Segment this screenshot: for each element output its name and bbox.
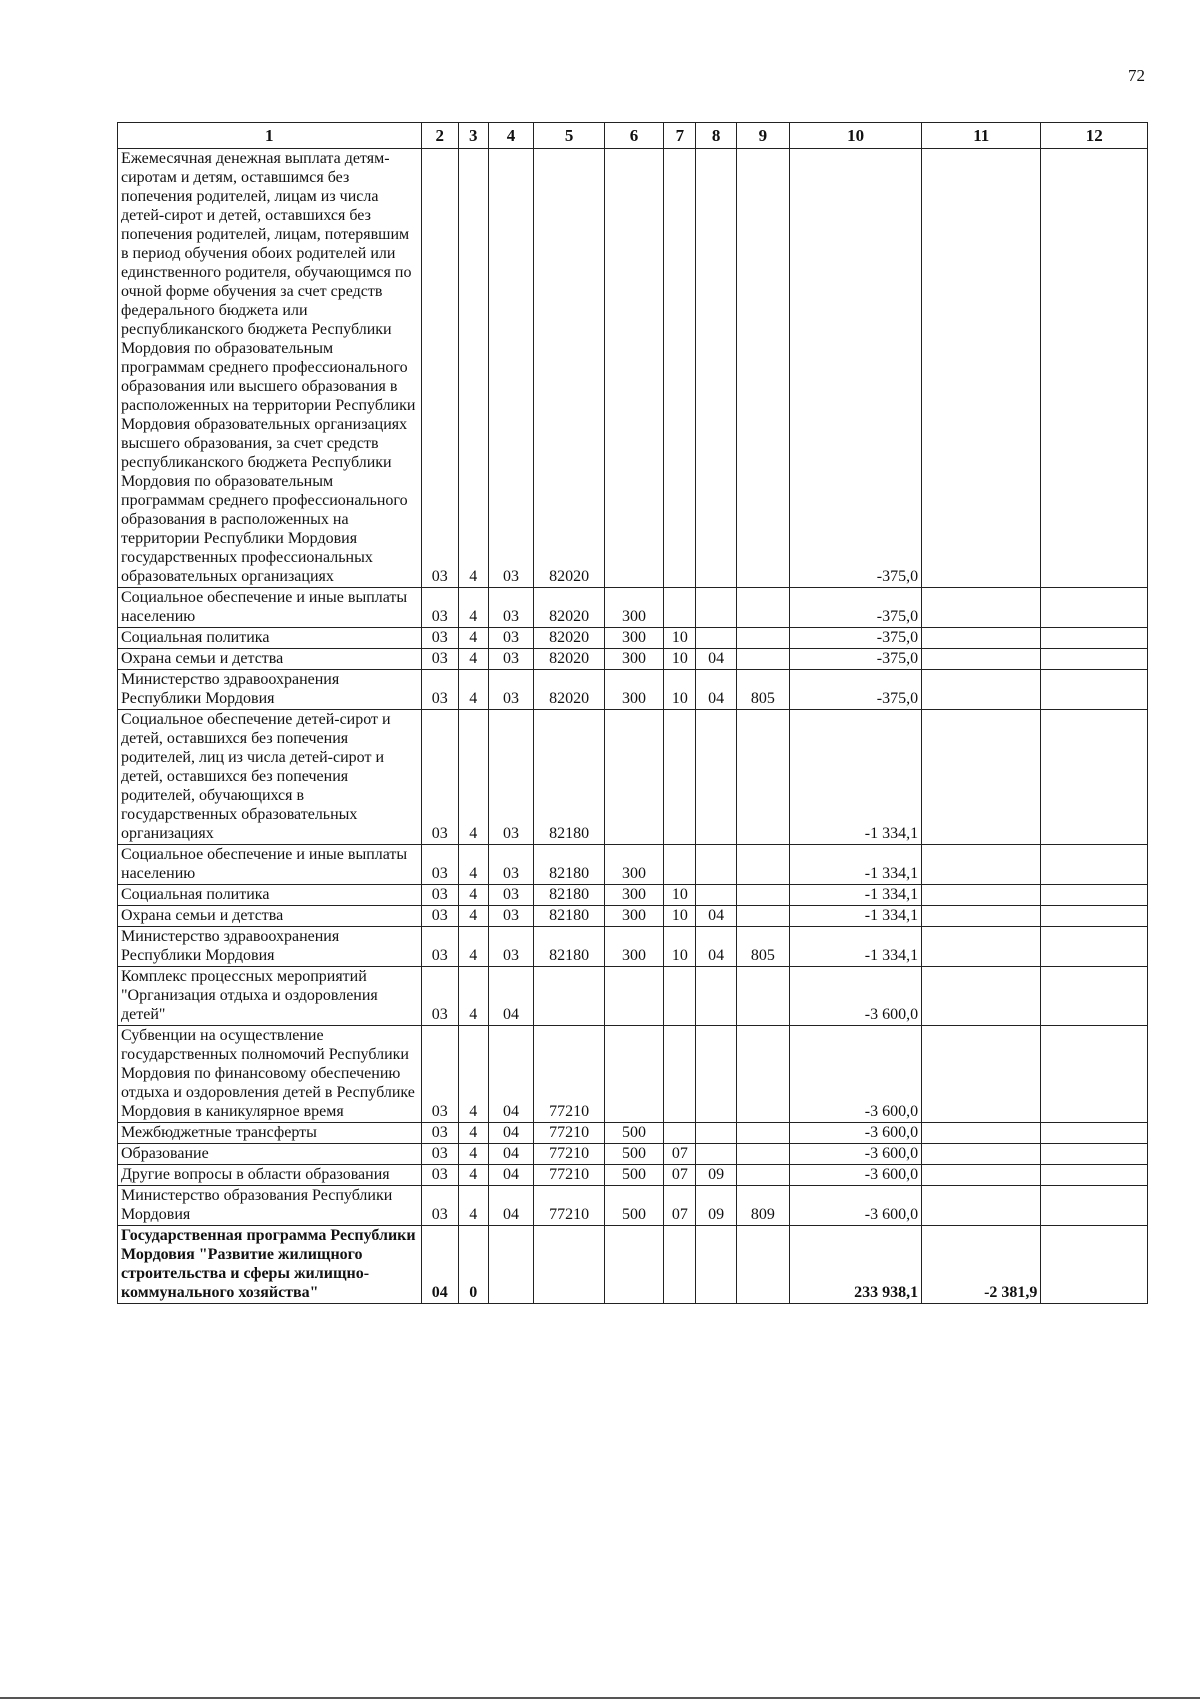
header-cell: 1 (118, 123, 422, 149)
row-description: Министерство здравоохранения Республики Мордовия (118, 927, 422, 967)
row-cell-11 (922, 628, 1041, 649)
row-cell-11 (922, 670, 1041, 710)
row-cell-6 (604, 710, 664, 845)
row-cell-6: 300 (604, 906, 664, 927)
row-cell-9 (736, 885, 789, 906)
row-description: Охрана семьи и детства (118, 649, 422, 670)
row-cell-6: 500 (604, 1186, 664, 1226)
row-cell-12 (1041, 649, 1148, 670)
row-cell-8 (696, 1226, 736, 1304)
table-row (118, 1186, 1148, 1226)
row-cell-9 (736, 845, 789, 885)
budget-table (117, 122, 1148, 1304)
row-cell-9 (736, 1123, 789, 1144)
table-row (118, 588, 1148, 628)
row-cell-3: 4 (458, 649, 488, 670)
row-cell-10: -1 334,1 (790, 845, 922, 885)
row-cell-10: -1 334,1 (790, 906, 922, 927)
row-cell-9: 805 (736, 927, 789, 967)
row-cell-8: 04 (696, 927, 736, 967)
row-cell-11 (922, 1186, 1041, 1226)
row-cell-11 (922, 588, 1041, 628)
row-cell-9 (736, 1165, 789, 1186)
row-cell-7: 10 (664, 649, 696, 670)
row-cell-12 (1041, 927, 1148, 967)
row-description: Субвенции на осуществление государственных полномочий Республики Мордовия по финансовому обеспечению отдыха и оздоровления детей в Республике Мордовия в каникулярное время (118, 1026, 422, 1123)
header-cell: 3 (458, 123, 488, 149)
row-cell-8 (696, 967, 736, 1026)
row-cell-4: 04 (488, 967, 534, 1026)
row-cell-9 (736, 1026, 789, 1123)
header-cell: 6 (604, 123, 664, 149)
header-row (118, 123, 1148, 149)
row-cell-2: 03 (421, 1026, 458, 1123)
row-cell-4: 04 (488, 1026, 534, 1123)
header-cell: 4 (488, 123, 534, 149)
row-cell-4: 03 (488, 710, 534, 845)
row-cell-4: 04 (488, 1165, 534, 1186)
row-cell-9 (736, 1226, 789, 1304)
row-cell-4: 04 (488, 1144, 534, 1165)
row-cell-7 (664, 1123, 696, 1144)
row-cell-2: 03 (421, 588, 458, 628)
row-cell-11 (922, 927, 1041, 967)
table-row (118, 1165, 1148, 1186)
row-cell-11 (922, 649, 1041, 670)
row-cell-3: 4 (458, 1165, 488, 1186)
row-cell-6: 300 (604, 649, 664, 670)
header-cell: 11 (922, 123, 1041, 149)
row-cell-10: -3 600,0 (790, 1144, 922, 1165)
row-description: Министерство здравоохранения Республики Мордовия (118, 670, 422, 710)
table-row (118, 906, 1148, 927)
row-cell-12 (1041, 1226, 1148, 1304)
row-cell-11 (922, 710, 1041, 845)
row-description: Образование (118, 1144, 422, 1165)
row-cell-2: 03 (421, 710, 458, 845)
row-description: Социальная политика (118, 628, 422, 649)
row-cell-9 (736, 588, 789, 628)
row-cell-8 (696, 1144, 736, 1165)
row-cell-9 (736, 906, 789, 927)
scan-edge-divider (0, 1697, 1200, 1699)
header-cell: 7 (664, 123, 696, 149)
row-cell-9 (736, 710, 789, 845)
row-cell-10: -3 600,0 (790, 1165, 922, 1186)
row-cell-7 (664, 710, 696, 845)
row-description: Социальное обеспечение и иные выплаты населению (118, 845, 422, 885)
row-cell-3: 4 (458, 628, 488, 649)
row-cell-8 (696, 710, 736, 845)
row-cell-3: 4 (458, 149, 488, 588)
row-cell-12 (1041, 1165, 1148, 1186)
row-cell-9 (736, 1144, 789, 1165)
row-cell-11 (922, 1144, 1041, 1165)
row-cell-5 (534, 967, 604, 1026)
row-cell-8 (696, 628, 736, 649)
row-cell-10: -1 334,1 (790, 885, 922, 906)
row-cell-9 (736, 649, 789, 670)
row-description: Ежемесячная денежная выплата детям-сиротам и детям, оставшимся без попечения родителей, лицам из числа детей-сирот и детей, оставшихся без попечения родителей, лицам, потерявшим в период обучения обоих родителей или единственного родителя, обучающимся по очной форме обучения за счет средств федерального бюджета или республиканского бюджета Республики Мордовия по образовательным программам среднего профессионального образования или высшего образования в расположенных на территории Республики Мордовия образовательных организациях высшего образования, за счет средств республиканского бюджета Республики Мордовия по образовательным программам среднего профессионального образования в расположенных на территории Республики Мордовия государственных профессиональных образовательных организациях (118, 149, 422, 588)
row-cell-11: -2 381,9 (922, 1226, 1041, 1304)
row-cell-9 (736, 967, 789, 1026)
row-cell-4: 04 (488, 1123, 534, 1144)
row-cell-5: 82020 (534, 588, 604, 628)
row-cell-9 (736, 628, 789, 649)
row-cell-6 (604, 967, 664, 1026)
row-cell-4: 03 (488, 845, 534, 885)
row-cell-8 (696, 845, 736, 885)
row-cell-11 (922, 149, 1041, 588)
row-cell-10: -1 334,1 (790, 710, 922, 845)
row-cell-2: 03 (421, 1186, 458, 1226)
row-cell-5: 82180 (534, 927, 604, 967)
row-cell-2: 03 (421, 927, 458, 967)
row-cell-6: 500 (604, 1144, 664, 1165)
row-cell-3: 0 (458, 1226, 488, 1304)
row-cell-9: 805 (736, 670, 789, 710)
row-description: Межбюджетные трансферты (118, 1123, 422, 1144)
row-cell-12 (1041, 885, 1148, 906)
row-cell-2: 03 (421, 967, 458, 1026)
row-cell-10: -3 600,0 (790, 1123, 922, 1144)
row-cell-2: 03 (421, 906, 458, 927)
row-cell-6: 300 (604, 670, 664, 710)
header-cell: 2 (421, 123, 458, 149)
table-row (118, 149, 1148, 588)
row-cell-8: 09 (696, 1186, 736, 1226)
row-cell-11 (922, 906, 1041, 927)
row-cell-2: 03 (421, 649, 458, 670)
row-cell-6: 300 (604, 885, 664, 906)
row-cell-12 (1041, 1144, 1148, 1165)
row-cell-8: 04 (696, 906, 736, 927)
row-cell-4: 03 (488, 927, 534, 967)
table-body (118, 149, 1148, 1304)
row-cell-10: -375,0 (790, 628, 922, 649)
row-cell-4 (488, 1226, 534, 1304)
row-cell-2: 03 (421, 670, 458, 710)
row-cell-8 (696, 1123, 736, 1144)
table-row (118, 1026, 1148, 1123)
row-cell-6: 300 (604, 845, 664, 885)
row-cell-12 (1041, 845, 1148, 885)
row-cell-2: 03 (421, 628, 458, 649)
row-description: Другие вопросы в области образования (118, 1165, 422, 1186)
row-cell-9 (736, 149, 789, 588)
row-cell-3: 4 (458, 967, 488, 1026)
row-cell-3: 4 (458, 906, 488, 927)
row-cell-6: 300 (604, 588, 664, 628)
table-row (118, 1123, 1148, 1144)
header-cell: 8 (696, 123, 736, 149)
row-cell-4: 03 (488, 149, 534, 588)
row-cell-8 (696, 1026, 736, 1123)
row-cell-7: 10 (664, 927, 696, 967)
row-cell-6: 300 (604, 628, 664, 649)
row-cell-7 (664, 845, 696, 885)
row-cell-7 (664, 967, 696, 1026)
row-cell-12 (1041, 588, 1148, 628)
row-cell-5: 77210 (534, 1165, 604, 1186)
row-cell-4: 03 (488, 628, 534, 649)
row-cell-10: -3 600,0 (790, 1186, 922, 1226)
row-cell-10: -375,0 (790, 670, 922, 710)
row-cell-2: 03 (421, 885, 458, 906)
row-cell-7 (664, 1026, 696, 1123)
row-description: Охрана семьи и детства (118, 906, 422, 927)
row-cell-9: 809 (736, 1186, 789, 1226)
row-cell-4: 03 (488, 670, 534, 710)
row-cell-10: 233 938,1 (790, 1226, 922, 1304)
table-row (118, 1226, 1148, 1304)
row-cell-10: -3 600,0 (790, 1026, 922, 1123)
row-cell-4: 03 (488, 588, 534, 628)
row-cell-11 (922, 967, 1041, 1026)
row-cell-8 (696, 588, 736, 628)
row-cell-12 (1041, 1186, 1148, 1226)
row-cell-3: 4 (458, 1123, 488, 1144)
row-cell-3: 4 (458, 1186, 488, 1226)
header-cell: 9 (736, 123, 789, 149)
row-description: Социальное обеспечение детей-сирот и детей, оставшихся без попечения родителей, лиц из числа детей-сирот и детей, оставшихся без попечения родителей, обучающихся в государственных образовательных организациях (118, 710, 422, 845)
row-cell-7: 07 (664, 1144, 696, 1165)
row-cell-5: 82020 (534, 149, 604, 588)
row-cell-6: 500 (604, 1123, 664, 1144)
row-cell-6: 300 (604, 927, 664, 967)
row-cell-5: 82180 (534, 710, 604, 845)
row-cell-2: 03 (421, 1165, 458, 1186)
row-cell-7: 07 (664, 1186, 696, 1226)
row-cell-5: 82180 (534, 845, 604, 885)
row-description: Социальное обеспечение и иные выплаты населению (118, 588, 422, 628)
header-cell: 10 (790, 123, 922, 149)
row-cell-3: 4 (458, 845, 488, 885)
row-cell-12 (1041, 710, 1148, 845)
row-cell-7 (664, 588, 696, 628)
row-description: Государственная программа Республики Мордовия "Развитие жилищного строительства и сферы жилищно-коммунального хозяйства" (118, 1226, 422, 1304)
row-cell-2: 03 (421, 1144, 458, 1165)
row-cell-7: 10 (664, 885, 696, 906)
header-cell: 5 (534, 123, 604, 149)
row-cell-12 (1041, 967, 1148, 1026)
row-cell-11 (922, 885, 1041, 906)
row-cell-2: 03 (421, 149, 458, 588)
page-number: 72 (1128, 66, 1145, 85)
row-cell-8 (696, 885, 736, 906)
row-cell-6 (604, 1026, 664, 1123)
row-cell-8: 04 (696, 649, 736, 670)
row-cell-3: 4 (458, 1144, 488, 1165)
row-description: Социальная политика (118, 885, 422, 906)
table-row (118, 845, 1148, 885)
row-cell-12 (1041, 906, 1148, 927)
row-cell-11 (922, 1165, 1041, 1186)
row-cell-5 (534, 1226, 604, 1304)
row-cell-10: -375,0 (790, 588, 922, 628)
row-cell-4: 04 (488, 1186, 534, 1226)
row-cell-5: 77210 (534, 1026, 604, 1123)
row-cell-11 (922, 1123, 1041, 1144)
row-cell-7 (664, 149, 696, 588)
row-cell-11 (922, 1026, 1041, 1123)
row-cell-5: 82180 (534, 906, 604, 927)
row-cell-5: 77210 (534, 1144, 604, 1165)
row-cell-5: 82180 (534, 885, 604, 906)
row-cell-10: -1 334,1 (790, 927, 922, 967)
row-cell-12 (1041, 1026, 1148, 1123)
table-row (118, 927, 1148, 967)
table-row (118, 670, 1148, 710)
row-cell-10: -375,0 (790, 149, 922, 588)
row-cell-12 (1041, 1123, 1148, 1144)
row-cell-10: -375,0 (790, 649, 922, 670)
table-row (118, 649, 1148, 670)
table-row (118, 885, 1148, 906)
row-description: Министерство образования Республики Мордовия (118, 1186, 422, 1226)
table-row (118, 967, 1148, 1026)
row-cell-3: 4 (458, 927, 488, 967)
row-cell-4: 03 (488, 906, 534, 927)
row-cell-8 (696, 149, 736, 588)
table-row (118, 628, 1148, 649)
row-cell-2: 03 (421, 845, 458, 885)
row-cell-11 (922, 845, 1041, 885)
row-description: Комплекс процессных мероприятий "Организация отдыха и оздоровления детей" (118, 967, 422, 1026)
row-cell-3: 4 (458, 670, 488, 710)
row-cell-7: 07 (664, 1165, 696, 1186)
row-cell-3: 4 (458, 710, 488, 845)
table-row (118, 710, 1148, 845)
row-cell-5: 77210 (534, 1123, 604, 1144)
row-cell-6 (604, 149, 664, 588)
row-cell-4: 03 (488, 649, 534, 670)
row-cell-2: 03 (421, 1123, 458, 1144)
row-cell-6: 500 (604, 1165, 664, 1186)
row-cell-8: 09 (696, 1165, 736, 1186)
row-cell-5: 82020 (534, 628, 604, 649)
row-cell-7: 10 (664, 628, 696, 649)
row-cell-7: 10 (664, 670, 696, 710)
row-cell-5: 77210 (534, 1186, 604, 1226)
row-cell-4: 03 (488, 885, 534, 906)
row-cell-3: 4 (458, 1026, 488, 1123)
row-cell-12 (1041, 670, 1148, 710)
row-cell-8: 04 (696, 670, 736, 710)
row-cell-7: 10 (664, 906, 696, 927)
table-row (118, 1144, 1148, 1165)
row-cell-12 (1041, 628, 1148, 649)
row-cell-3: 4 (458, 588, 488, 628)
row-cell-10: -3 600,0 (790, 967, 922, 1026)
header-cell: 12 (1041, 123, 1148, 149)
row-cell-2: 04 (421, 1226, 458, 1304)
row-cell-6 (604, 1226, 664, 1304)
row-cell-7 (664, 1226, 696, 1304)
row-cell-5: 82020 (534, 649, 604, 670)
row-cell-12 (1041, 149, 1148, 588)
row-cell-3: 4 (458, 885, 488, 906)
row-cell-5: 82020 (534, 670, 604, 710)
